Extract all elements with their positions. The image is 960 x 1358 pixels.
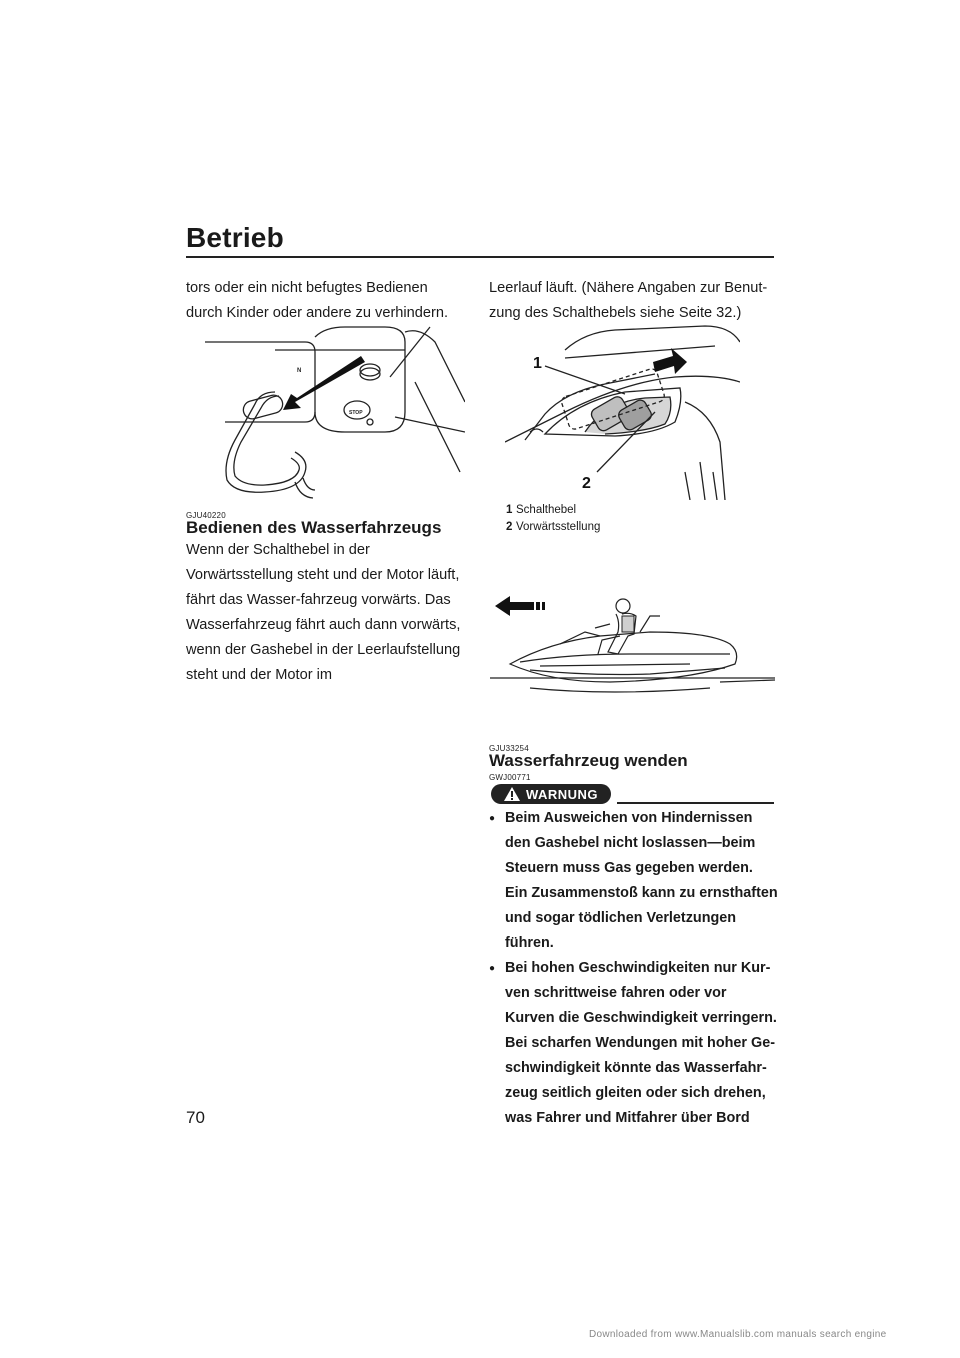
caption-number: 2 (506, 521, 513, 533)
direction-arrow-icon (495, 596, 534, 616)
warning-badge (491, 784, 611, 804)
warning-triangle-icon (504, 787, 520, 801)
right-intro-text: Leerlauf läuft. (Nähere Angaben zur Benut-zung des Schalthebels siehe Seite 32.) (489, 280, 768, 321)
header-rule (186, 256, 774, 258)
neutral-label: N (297, 368, 302, 374)
caption-number: 1 (506, 504, 513, 516)
turn-section-heading: Wasserfahrzeug wenden (489, 751, 688, 770)
caption-text: Schalthebel (516, 504, 577, 516)
warning-label: WARNUNG (525, 786, 599, 802)
footer-watermark: Downloaded from www.Manualslib.com manuals search engine (589, 1329, 887, 1340)
page-title: Betrieb (186, 222, 284, 253)
list-item: ● Bei hohen Geschwindigkeiten nur Kur-ven schrittweise fahren oder vor Kurven die Geschwindigkeit verringern. Bei scharfen Wendungen mit hoher Ge-schwindigkeit könnte das Wasserfahr-zeug seitlich gleiten oder sich drehen, was Fahrer und Mitfahrer über Bord (489, 956, 779, 1131)
watercraft-illustration (490, 592, 775, 704)
turn-section-code: GJU33254 (489, 744, 529, 753)
callout-1: 1 (533, 355, 542, 372)
section-code: GJU40220 (186, 511, 226, 520)
caption-2 (506, 519, 600, 536)
section-text: Wenn der Schalthebel in der Vorwärtsstellung steht und der Motor läuft, fährt das Wasser-fahrzeug vorwärts. Das Wasserfahrzeug fährt auch dann vorwärts, wenn der Gashebel in der Leerlaufstellung steht und der Motor im (186, 542, 461, 683)
forward-arrow-icon (653, 348, 687, 374)
rider-head (616, 599, 630, 613)
warning-code: GWJ00771 (489, 773, 531, 782)
shift-lever-illustration (505, 322, 740, 500)
page-number: 70 (186, 1108, 205, 1127)
left-intro-text: tors oder ein nicht befugtes Bedienen durch Kinder oder andere zu verhindern. (186, 280, 449, 321)
warning-list (489, 806, 779, 1131)
stop-label: STOP (349, 410, 363, 416)
warning-rule (617, 802, 774, 804)
caption-text: Vorwärtsstellung (516, 521, 601, 533)
caption-1 (506, 502, 576, 519)
callout-2: 2 (582, 475, 591, 492)
section-heading: Bedienen des Wasserfahrzeugs (186, 518, 442, 537)
list-item: ● Beim Ausweichen von Hindernissen den Gashebel nicht loslassen—beim Steuern muss Gas gegeben werden. Ein Zusammenstoß kann zu ernsthaften und sogar tödlichen Verletzungen führen. (489, 806, 779, 956)
lanyard-illustration (205, 322, 465, 502)
